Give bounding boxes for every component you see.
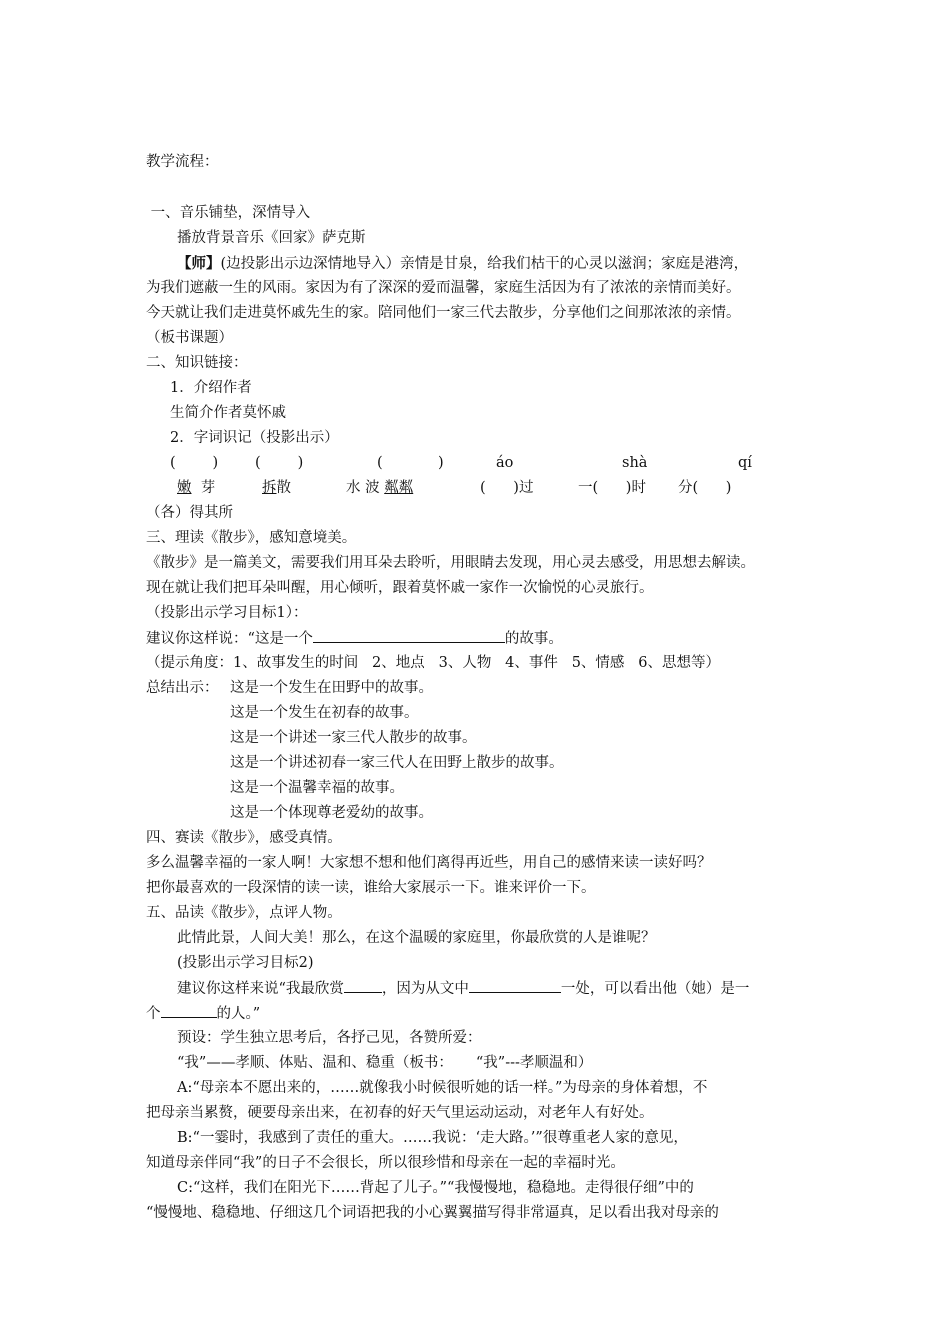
blank-3: [161, 1001, 217, 1018]
hint-line: （提示角度：1、故事发生的时间 2、地点 3、人物 4、事件 5、情感 6、思想等）: [146, 655, 720, 671]
word-linlin-prefix: 水 波: [346, 480, 385, 496]
flow-heading: 教学流程：: [146, 154, 219, 170]
section-3-para-1: 《散步》是一篇美文，需要我们用耳朵去聆听，用眼睛去发现，用心灵去感受，用思想去解读。: [146, 555, 755, 571]
suggest-prefix: 建议你这样说：“这是一个: [146, 631, 313, 647]
learning-goal-2: (投影出示学习目标2): [177, 955, 314, 971]
sug-a: 建议你这样来说“我最欣赏: [177, 981, 344, 997]
section-4-para-1: 多么温馨幸福的一家人啊！大家想不想和他们离得再近些，用自己的感情来读一读好吗？: [146, 855, 712, 871]
section-5-title: 五、品读《散步》，点评人物。: [146, 905, 342, 921]
fill-in-blank: [313, 626, 505, 643]
learning-goal-1: （投影出示学习目标1）：: [146, 605, 308, 621]
sug-b: ，因为从文中: [381, 981, 469, 997]
blank-1: [344, 976, 382, 993]
preset-line: 预设：学生独立思考后，各抒己见，各赞所爱：: [177, 1030, 482, 1046]
summary-item: 这是一个讲述一家三代人散步的故事。: [230, 730, 477, 746]
point-c-line-2: “慢慢地、稳稳地、仔细这几个词语把我的小心翼翼描写得非常逼真，足以看出我对母亲的: [146, 1205, 719, 1221]
word-ao-guo: ( )过: [480, 480, 534, 496]
word-linlin: [346, 476, 413, 501]
suggest-sentence-2: [177, 976, 749, 1002]
word-nenya-underlined: 嫩: [177, 480, 192, 496]
blank-parens-row: ( ) ( ) ( ): [170, 455, 444, 471]
point-b-line-2: 知道母亲伴同“我”的日子不会很长，所以很珍惜和母亲在一起的幸福时光。: [146, 1155, 625, 1171]
summary-item: 这是一个温馨幸福的故事。: [230, 780, 404, 796]
point-b-line-1: B:“一霎时，我感到了责任的重大。……我说：‘走大路。’”很尊重老人家的意见，: [177, 1130, 688, 1146]
section-2-title: 二、知识链接：: [146, 355, 248, 371]
board-note: （板书课题）: [146, 330, 233, 346]
pinyin-ao: áo: [496, 455, 514, 471]
sug-c: 一处，可以看出他（她）是一: [560, 981, 750, 997]
pinyin-sha: shà: [622, 455, 648, 471]
word-fen: 分( ): [678, 480, 732, 496]
point-a-line-2: 把母亲当累赘，硬要母亲出来，在初春的好天气里运动运动，对老年人有好处。: [146, 1105, 654, 1121]
character-me: “我”——孝顺、体贴、温和、稳重（板书： “我”---孝顺温和）: [177, 1055, 593, 1071]
summary-item: 这是一个体现尊老爱幼的故事。: [230, 805, 433, 821]
suggest-sentence: [146, 626, 563, 652]
music-line: 播放背景音乐《回家》萨克斯: [177, 230, 366, 246]
teacher-tag: 【师】: [177, 255, 221, 272]
suggest-suffix: 的故事。: [504, 631, 563, 647]
summary-label: 总结出示：: [146, 680, 219, 696]
point-c-line-1: C:“这样，我们在阳光下……背起了儿子。”“我慢慢地，稳稳地。走得很仔细”中的: [177, 1180, 694, 1196]
point-a-line-1: A:“母亲本不愿出来的，……就像我小时候很听她的话一样。”为母亲的身体着想，不: [177, 1080, 708, 1096]
section-3-para-2: 现在就让我们把耳朵叫醒，用心倾听，跟着莫怀戚一家作一次愉悦的心灵旅行。: [146, 580, 654, 596]
word-yi-shi: 一( )时: [578, 480, 646, 496]
author-intro: 生简介作者莫怀戚: [170, 405, 286, 421]
word-nenya-rest: 芽: [191, 480, 216, 496]
blank-2: [469, 976, 561, 993]
section-5-para-1: 此情此景，人间大美！那么，在这个温暖的家庭里，你最欣赏的人是谁呢？: [177, 930, 656, 946]
intro-line-1: [177, 251, 748, 277]
sug-d: 个: [146, 1006, 161, 1022]
section-1-title: 一、音乐铺垫，深情导入: [146, 205, 311, 221]
word-chaisan-rest: 散: [276, 480, 291, 496]
summary-item: 这是一个发生在初春的故事。: [230, 705, 419, 721]
item-2: 2．字词识记（投影出示）: [170, 430, 339, 446]
intro-line-1-text: (边投影出示边深情地导入）亲情是甘泉，给我们枯干的心灵以滋润；家庭是港湾，: [220, 256, 749, 272]
summary-item: 这是一个发生在田野中的故事。: [230, 680, 433, 696]
word-nenya: [177, 476, 215, 501]
word-chaisan: [262, 476, 291, 501]
suggest-sentence-2-cont: [146, 1001, 260, 1027]
summary-item: 这是一个讲述初春一家三代人在田野上散步的故事。: [230, 755, 564, 771]
section-4-title: 四、赛读《散步》，感受真情。: [146, 830, 342, 846]
section-3-title: 三、理读《散步》，感知意境美。: [146, 530, 357, 546]
intro-line-2: 为我们遮蔽一生的风雨。家因为有了深深的爱而温馨，家庭生活因为有了浓浓的亲情而美好。: [146, 280, 741, 296]
pinyin-qi: qí: [738, 455, 752, 471]
word-gedeqisuo: （各）得其所: [146, 505, 233, 521]
word-linlin-underlined: 粼粼: [384, 480, 414, 496]
section-4-para-2: 把你最喜欢的一段深情的读一读，谁给大家展示一下。谁来评价一下。: [146, 880, 596, 896]
sug-e: 的人。”: [216, 1006, 261, 1022]
word-chaisan-underlined: 拆: [262, 480, 277, 496]
item-1: 1．介绍作者: [170, 380, 252, 396]
intro-line-3: 今天就让我们走进莫怀戚先生的家。陪同他们一家三代去散步，分享他们之间那浓浓的亲情。: [146, 305, 741, 321]
